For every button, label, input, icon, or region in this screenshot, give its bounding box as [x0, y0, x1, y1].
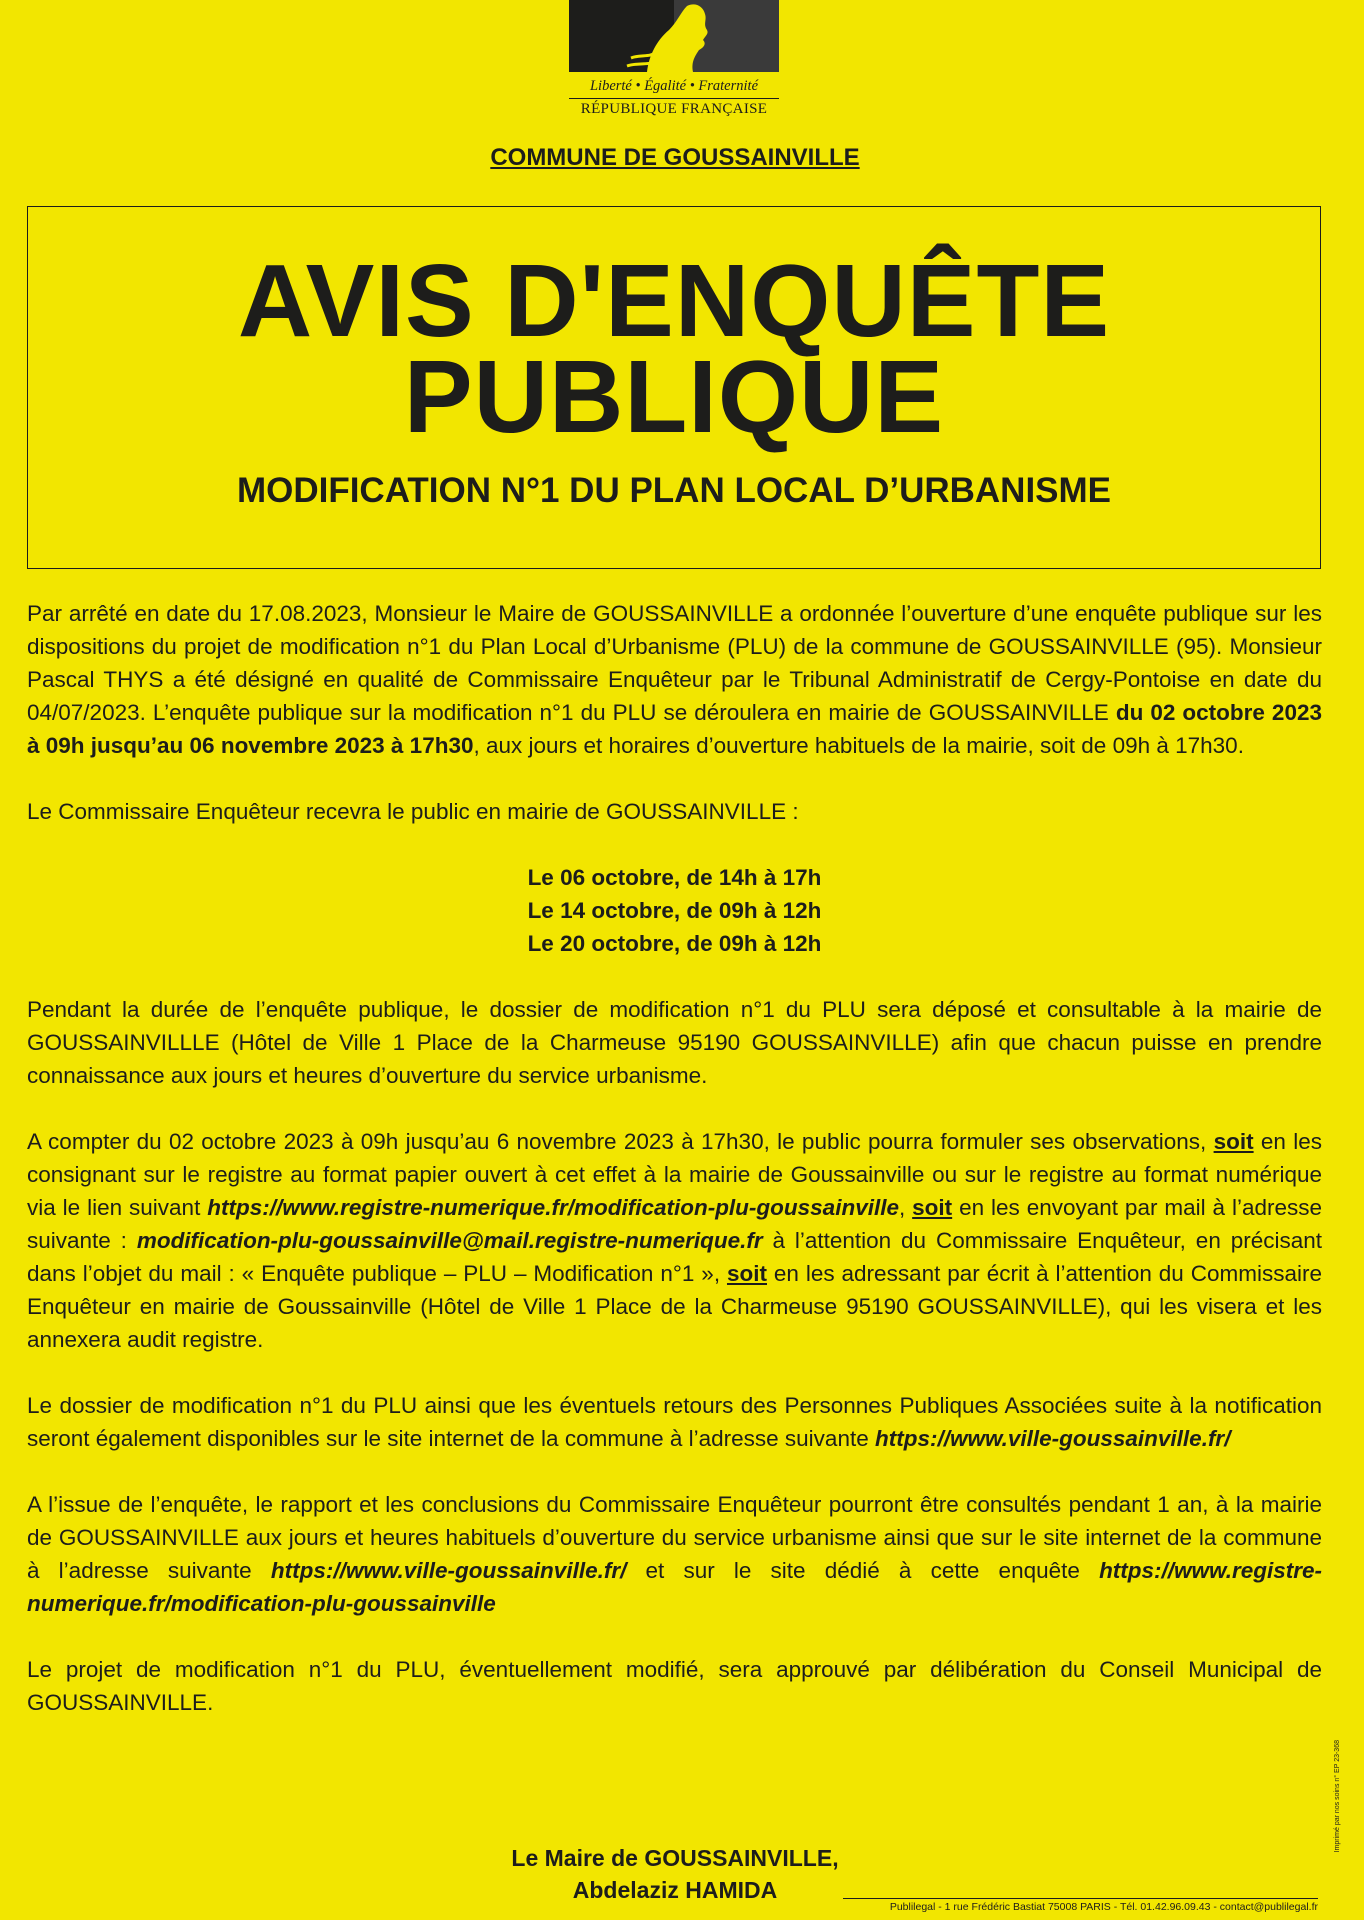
p4-soit-3: soit	[726, 1261, 767, 1286]
p1-text: Par arrêté en date du 17.08.2023, Monsieur le Maire de GOUSSAINVILLE a ordonnée l’ouverture d’une enquête publique sur les dispositions du projet de modification n°1 du Plan Local d’Urbanisme (PLU) de la commune de GOUSSAINVILLE (95). Monsieur Pascal THYS a été désigné en qualité de Commissaire Enquêteur par le Tribunal Administratif de Cergy-Pontoise en date du 04/07/2023. L’enquête publique sur la modification n°1 du PLU se déroulera en mairie de GOUSSAINVILLE	[27, 601, 1322, 725]
ville-link[interactable]: https://www.ville-goussainville.fr/	[874, 1426, 1231, 1451]
email-link[interactable]: modification-plu-goussainville@mail.registre-numerique.fr	[136, 1228, 763, 1253]
p1-dates: du 02 octobre 2023 à 09h jusqu’au 06 novembre 2023 à 17h30	[27, 700, 1322, 758]
p5-a: Le dossier de modification n°1 du PLU ainsi que les éventuels retours des Personnes Publiques Associées suite à la notification seront également disponibles sur le site internet de la commune à l’adresse suivante	[27, 1393, 1322, 1451]
title-line-2: PUBLIQUE	[403, 339, 945, 454]
permanence-item: Le 06 octobre, de 14h à 17h	[527, 865, 822, 890]
paragraph-ordonnance	[27, 597, 1322, 762]
motto: Liberté • Égalité • Fraternité	[589, 78, 759, 94]
signature-title: Le Maire de GOUSSAINVILLE,	[511, 1845, 839, 1871]
paragraph-permanences-intro: Le Commissaire Enquêteur recevra le public en mairie de GOUSSAINVILLE :	[27, 799, 799, 824]
p4-c: ,	[898, 1195, 913, 1220]
republic-label: RÉPUBLIQUE FRANÇAISE	[580, 101, 768, 117]
p4-d: en les envoyant par mail à l’adresse suivante :	[27, 1195, 1322, 1253]
printer-footer: Publilegal - 1 rue Frédéric Bastiat 75008 PARIS - Tél. 01.42.96.09.43 - contact@publilegal.fr	[843, 1898, 1318, 1913]
p4-soit-2: soit	[912, 1195, 953, 1220]
print-reference: Imprimé par nos soins n° EP 23-368	[1334, 1740, 1341, 1853]
p6-b: et sur le site dédié à cette enquête	[626, 1558, 1100, 1583]
permanences-list	[27, 861, 1322, 960]
signature	[0, 1842, 1350, 1906]
p4-soit-1: soit	[1213, 1129, 1254, 1154]
permanence-item: Le 14 octobre, de 09h à 12h	[527, 898, 822, 923]
marianne-logo	[569, 0, 779, 126]
logo-divider	[569, 98, 779, 99]
p6-a: A l’issue de l’enquête, le rapport et les conclusions du Commissaire Enquêteur pourront être consultés pendant 1 an, à la mairie de GOUSSAINVILLE aux jours et heures habituels d’ouverture du service urbanisme ainsi que sur le site internet de la commune à l’adresse suivante	[27, 1492, 1322, 1583]
notice-body	[27, 597, 1322, 1752]
paragraph-rapport	[27, 1488, 1322, 1620]
title-line-1: AVIS D'ENQUÊTE	[237, 243, 1111, 358]
registre-link[interactable]: https://www.registre-numerique.fr/modification-plu-goussainville	[207, 1195, 899, 1220]
marianne-icon	[569, 0, 779, 72]
p4-b: en les consignant sur le registre au format papier ouvert à cet effet à la mairie de Goussainville ou sur le registre au format numérique via le lien suivant	[27, 1129, 1322, 1220]
paragraph-observations	[27, 1125, 1322, 1356]
commune-heading: COMMUNE DE GOUSSAINVILLE	[490, 144, 860, 171]
paragraph-approbation: Le projet de modification n°1 du PLU, éventuellement modifié, sera approuvé par délibération du Conseil Municipal de GOUSSAINVILLE.	[27, 1657, 1322, 1715]
signature-name: Abdelaziz HAMIDA	[572, 1877, 778, 1903]
title-box	[27, 206, 1321, 569]
p4-e: à l’attention du Commissaire Enquêteur, en précisant dans l’objet du mail : « Enquête publique – PLU – Modification n°1 »,	[27, 1228, 1323, 1286]
p4-a: A compter du 02 octobre 2023 à 09h jusqu’au 6 novembre 2023 à 17h30, le public pourra formuler ses observations,	[27, 1129, 1214, 1154]
p4-f: en les adressant par écrit à l’attention du Commissaire Enquêteur en mairie de Goussainville (Hôtel de Ville 1 Place de la Charmeuse 95190 GOUSSAINVILLE), qui les visera et les annexera audit registre.	[27, 1261, 1322, 1352]
p1-tail: , aux jours et horaires d’ouverture habituels de la mairie, soit de 09h à 17h30.	[473, 733, 1244, 758]
permanence-item: Le 20 octobre, de 09h à 12h	[527, 931, 822, 956]
paragraph-dossier: Pendant la durée de l’enquête publique, le dossier de modification n°1 du PLU sera déposé et consultable à la mairie de GOUSSAINVILLLE (Hôtel de Ville 1 Place de la Charmeuse 95190 GOUSSAINVILLE) afin que chacun puisse en prendre connaissance aux jours et heures d’ouverture du service urbanisme.	[27, 997, 1322, 1088]
ville-link-2[interactable]: https://www.ville-goussainville.fr/	[270, 1558, 627, 1583]
paragraph-ppa	[27, 1389, 1322, 1455]
subtitle: MODIFICATION N°1 DU PLAN LOCAL D’URBANISME	[236, 471, 1112, 510]
registre-link-2[interactable]: https://www.registre-numerique.fr/modification-plu-goussainville	[27, 1558, 1322, 1616]
